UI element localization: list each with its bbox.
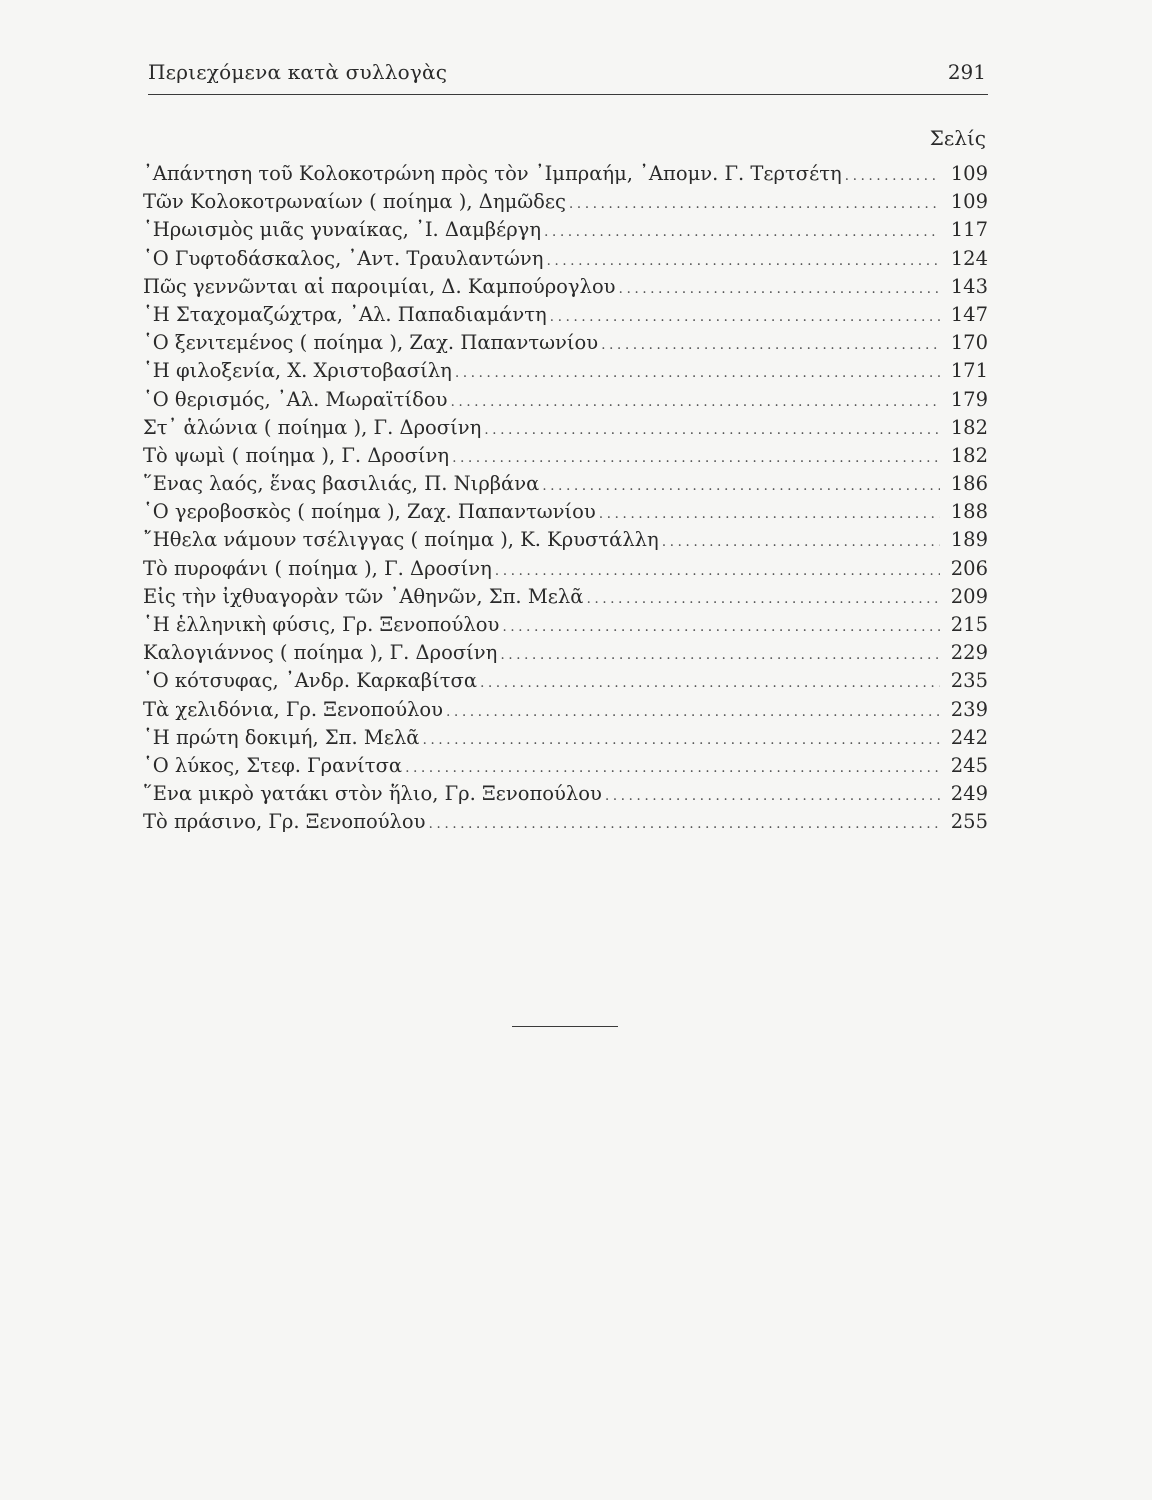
toc-entry-title: ῾Ο λύκος, Στεφ. Γρανίτσα [143, 753, 403, 777]
toc-entry-title: ῞Ενας λαός, ἕνας βασιλιάς, Π. Νιρβάνα [143, 472, 540, 496]
toc-dot-leader [500, 647, 940, 663]
toc-entry-page: 124 [950, 246, 988, 270]
toc-entry-page: 215 [950, 613, 988, 636]
toc-entry-title: ῎Ηθελα νάμουν τσέλιγγας ( ποίημα ), Κ. Κρυστάλλη [143, 528, 659, 552]
toc-dot-leader [452, 450, 940, 466]
toc-entry [143, 331, 988, 359]
toc-entry-page: 242 [950, 725, 988, 749]
toc-entry-page: 249 [950, 782, 988, 806]
toc-entry [143, 388, 988, 416]
toc-entry-title: ῾Η πρώτη δοκιμή, Σπ. Μελᾶ [143, 725, 420, 749]
toc-dot-leader [484, 422, 940, 438]
toc-entry-page: 182 [950, 415, 988, 439]
toc-entry [143, 528, 988, 556]
toc-dot-leader [450, 394, 940, 410]
toc-entry-title: ῾Ο ξενιτεμένος ( ποίημα ), Ζαχ. Παπαντωνίου [143, 331, 599, 355]
toc-entry-title: ῞Ενα μικρὸ γατάκι στὸν ἥλιο, Γρ. Ξενοπούλου [143, 782, 602, 806]
toc-entry-page: 171 [950, 359, 988, 383]
toc-entry [143, 810, 988, 838]
toc-entry [143, 669, 988, 697]
toc-entry-page: 147 [950, 302, 988, 326]
toc-entry-page: 189 [950, 528, 988, 552]
toc-entry-page: 170 [950, 331, 988, 355]
toc-entry [143, 303, 988, 331]
toc-dot-leader [601, 337, 940, 353]
toc-entry [143, 359, 988, 387]
toc-dot-leader [502, 619, 940, 635]
toc-entry-title: ῾Η φιλοξενία, Χ. Χριστοβασίλη [143, 359, 452, 383]
toc-dot-leader [619, 281, 940, 297]
toc-entry-page: 179 [950, 387, 988, 411]
toc-entry-page: 182 [950, 443, 988, 467]
page-column-label: Σελίς [929, 126, 986, 150]
toc-entry [143, 613, 988, 641]
toc-entry-page: 245 [950, 753, 988, 777]
toc-entry [143, 641, 988, 669]
toc-entry-title: ῾Ο Γυφτοδάσκαλος, ᾿Αντ. Τραυλαντώνη [143, 246, 544, 270]
toc-entry-page: 143 [950, 274, 988, 298]
toc-dot-leader [446, 704, 940, 720]
toc-dot-leader [495, 563, 940, 579]
toc-entry-page: 186 [950, 472, 988, 496]
toc-dot-leader [455, 365, 940, 381]
toc-dot-leader [542, 478, 940, 494]
toc-dot-leader [605, 788, 940, 804]
toc-dot-leader [429, 816, 940, 832]
toc-dot-leader [569, 196, 940, 212]
toc-entry-page: 239 [950, 697, 988, 721]
toc-dot-leader [544, 224, 940, 240]
toc-entry-title: ῾Η ἑλληνικὴ φύσις, Γρ. Ξενοπούλου [143, 613, 500, 636]
toc-entry-title: Τῶν Κολοκοτρωναίων ( ποίημα ), Δημῶδες [143, 190, 566, 214]
toc-entry [143, 275, 988, 303]
running-header [148, 58, 988, 95]
toc-entry-title: Καλογιάννος ( ποίημα ), Γ. Δροσίνη [143, 641, 498, 665]
toc-entry-page: 255 [950, 810, 988, 834]
toc-entry [143, 218, 988, 246]
toc-dot-leader [662, 534, 940, 550]
toc-dot-leader [845, 168, 940, 184]
toc-entry-page: 235 [950, 669, 988, 693]
toc-entry [143, 472, 988, 500]
toc-entry [143, 500, 988, 528]
toc-entry [143, 698, 988, 726]
toc-entry [143, 190, 988, 218]
toc-entry [143, 585, 988, 613]
toc-dot-leader [550, 309, 940, 325]
toc-entry-page: 117 [950, 218, 988, 242]
toc-entry-title: ῾Η Σταχομαζώχτρα, ᾿Αλ. Παπαδιαμάντη [143, 302, 547, 326]
toc-entry-title: ῾Ηρωισμὸς μιᾶς γυναίκας, ᾿Ι. Δαμβέργη [143, 218, 542, 242]
toc-entry [143, 782, 988, 810]
toc-dot-leader [405, 760, 940, 776]
toc-entry [143, 754, 988, 782]
toc-entry-title: Τὰ χελιδόνια, Γρ. Ξενοπούλου [143, 697, 444, 721]
toc-entry [143, 247, 988, 275]
toc-entry [143, 726, 988, 754]
toc-dot-leader [586, 591, 940, 607]
toc-entry-page: 109 [950, 190, 988, 214]
toc-entry-title: Τὸ πυροφάνι ( ποίημα ), Γ. Δροσίνη [143, 556, 492, 580]
toc-entry-page: 209 [950, 584, 988, 608]
toc-entry-title: ῾Ο θερισμός, ᾿Αλ. Μωραϊτίδου [143, 387, 448, 411]
toc-entry-title: Στ᾿ ἁλώνια ( ποίημα ), Γ. Δροσίνη [143, 415, 482, 439]
toc-entry-title: Πῶς γεννῶνται αἱ παροιμίαι, Δ. Καμπούρογλου [143, 274, 616, 298]
toc-entry-title: ῾Ο γεροβοσκὸς ( ποίημα ), Ζαχ. Παπαντωνίου [143, 500, 596, 524]
toc-entry-title: ῾Ο κότσυφας, ᾿Ανδρ. Καρκαβίτσα [143, 669, 477, 693]
page-number: 291 [947, 60, 986, 84]
toc-entry-page: 188 [950, 500, 988, 524]
toc-dot-leader [422, 732, 940, 748]
toc-dot-leader [480, 675, 940, 691]
toc-entry-page: 109 [950, 162, 988, 185]
running-header-title: Περιεχόμενα κατὰ συλλογὰς [148, 60, 448, 84]
toc-entry-title: Τὸ ψωμὶ ( ποίημα ), Γ. Δροσίνη [143, 443, 450, 467]
table-of-contents [143, 162, 988, 839]
end-divider-rule [512, 1026, 618, 1027]
toc-dot-leader [599, 506, 940, 522]
toc-entry [143, 416, 988, 444]
toc-entry [143, 444, 988, 472]
toc-entry-title: ᾿Απάντηση τοῦ Κολοκοτρώνη πρὸς τὸν ᾿Ιμπραήμ, ᾿Απομν. Γ. Τερτσέτη [143, 162, 842, 185]
toc-entry-page: 229 [950, 641, 988, 665]
toc-entry-page: 206 [950, 556, 988, 580]
toc-entry [143, 162, 988, 190]
toc-dot-leader [546, 253, 940, 269]
toc-entry-title: Εἰς τὴν ἰχθυαγορὰν τῶν ᾿Αθηνῶν, Σπ. Μελᾶ [143, 584, 584, 608]
toc-entry [143, 557, 988, 585]
toc-entry-title: Τὸ πράσινο, Γρ. Ξενοπούλου [143, 810, 426, 834]
